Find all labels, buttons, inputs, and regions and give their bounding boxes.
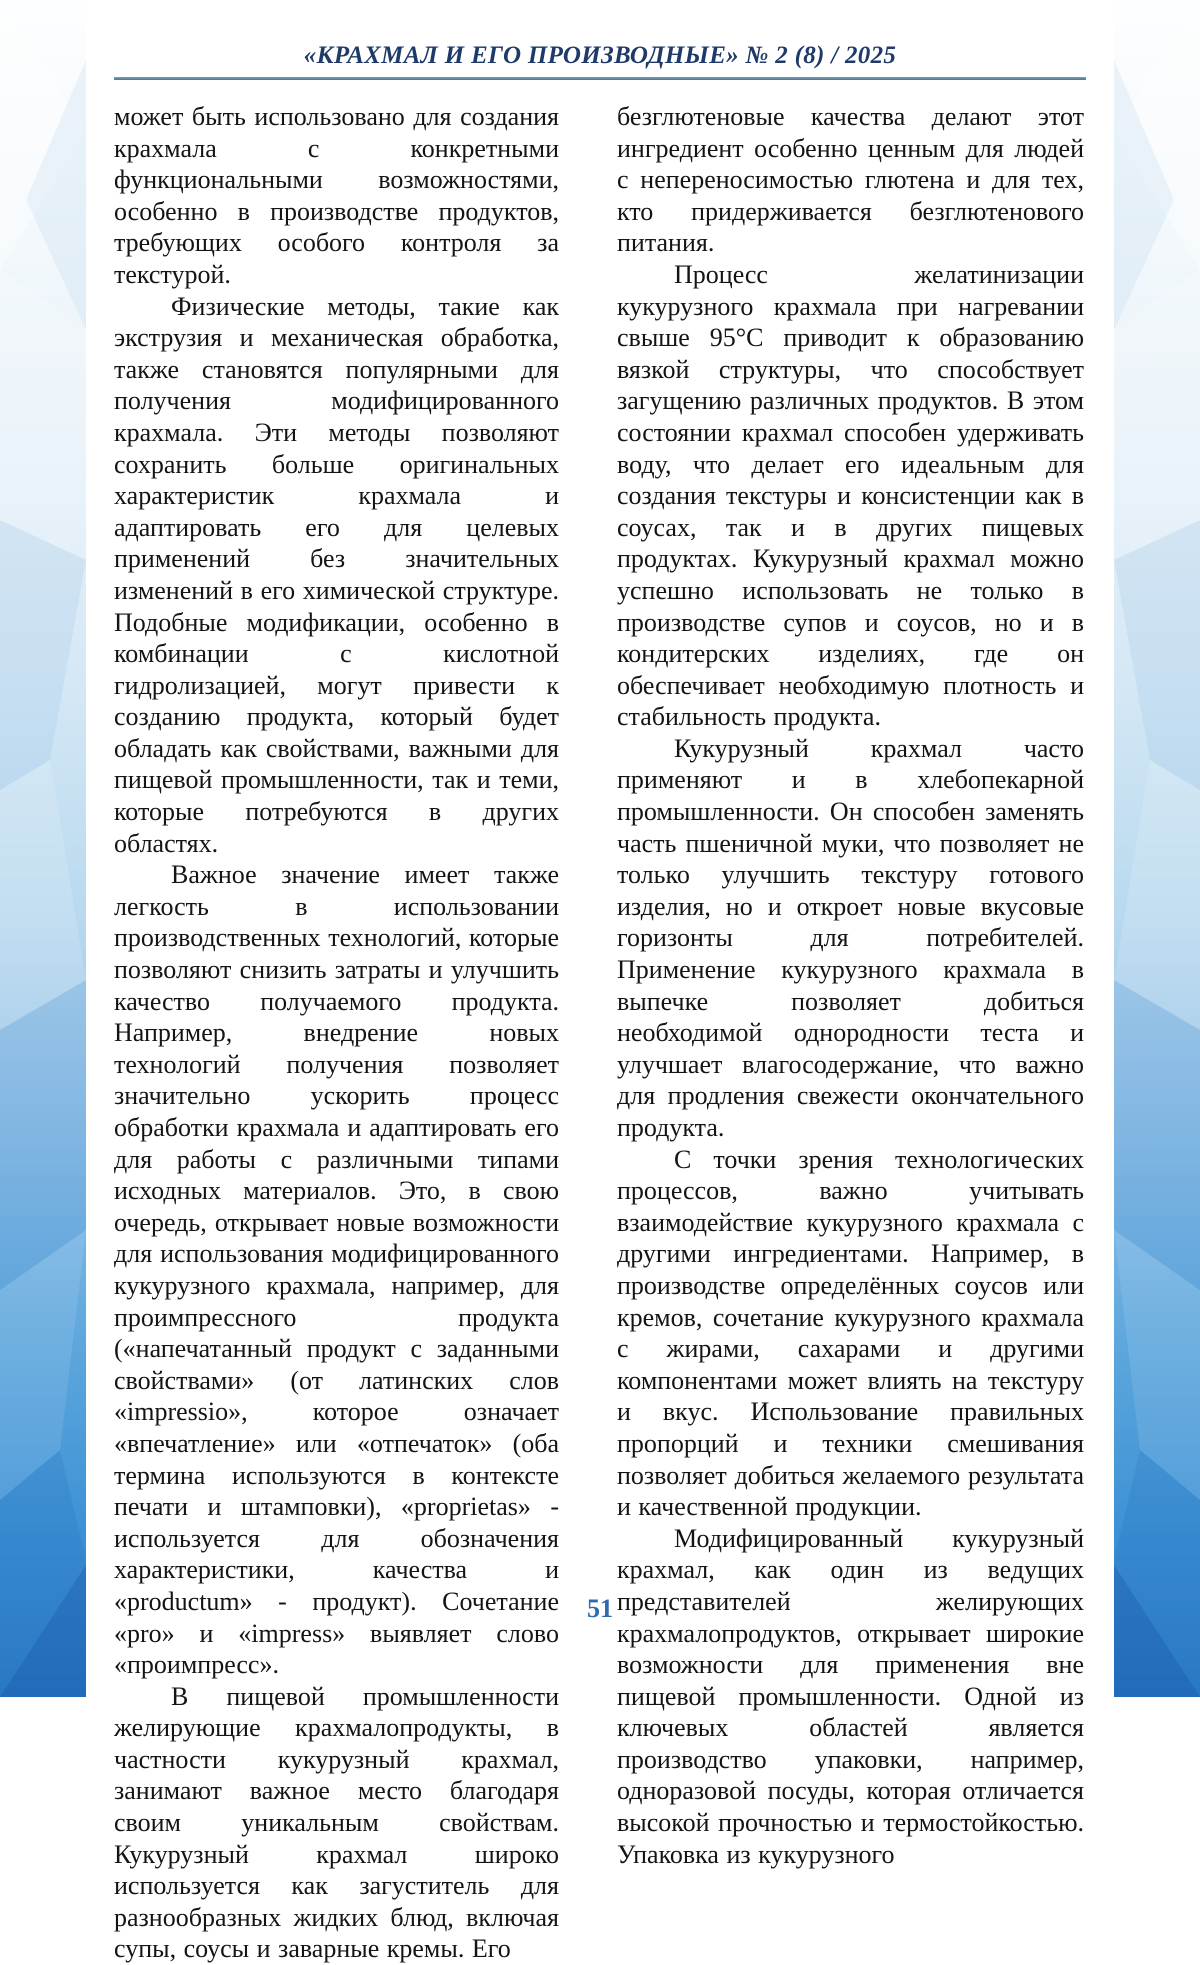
paragraph: С точки зрения технологических процессов, важно учитывать взаимодействие кукурузного крахмала с другими ингредиентами. Например, в производстве определённых соусов или кремов, сочетание кукурузного крахмала с жирами, сахарами и другими компонентами может влиять на текстуру и вкус. Использование правильных пропорций и техники смешивания позволяет добиться желаемого результата и качественной продукции.: [617, 1144, 1084, 1522]
paragraph: Модифицированный кукурузный крахмал, как один из ведущих представителей желирующих крахмалопродуктов, открывает широкие возможности для применения вне пищевой промышленности. Одной из ключевых областей является производство упаковки, например, одноразовой посуды, которая отличается высокой прочностью и термостойкостью. Упаковка из кукурузного: [617, 1523, 1084, 1869]
header-rule: [114, 77, 1086, 80]
paragraph: безглютеновые качества делают этот ингредиент особенно ценным для людей с непереносимостью глютена и для тех, кто придерживается безглютенового питания.: [617, 102, 1084, 258]
page-number: 51: [587, 1594, 613, 1623]
paragraph: может быть использовано для создания крахмала с конкретными функциональными возможностями, особенно в производстве продуктов, требующих особого контроля за текстурой.: [114, 102, 559, 289]
paragraph: Кукурузный крахмал часто применяют и в хлебопекарной промышленности. Он способен заменять часть пшеничной муки, что позволяет не только улучшить текстуру готового изделия, но и откроет новые вкусовые горизонты для потребителей. Применение кукурузного крахмала в выпечке позволяет добиться необходимой однородности теста и улучшает влагосодержание, что важно для продления свежести окончательного продукта.: [617, 733, 1084, 1142]
low-poly-facets: [1114, 0, 1200, 1697]
decor-band-left: [0, 0, 86, 1697]
two-column-text: [114, 101, 1086, 1965]
paragraph: В пищевой промышленности желирующие крахмалопродукты, в частности кукурузный крахмал, занимают важное место благодаря своим уникальным свойствам. Кукурузный крахмал широко используется как загуститель для разнообразных жидких блюд, включая супы, соусы и заварные кремы. Его: [114, 1681, 559, 1964]
paragraph: Физические методы, такие как экструзия и механическая обработка, также становятся популярными для получения модифицированного крахмала. Эти методы позволяют сохранить больше оригинальных характеристик крахмала и адаптировать его для целевых применений без значительных изменений в его химической структуре. Подобные модификации, особенно в комбинации с кислотной гидролизацией, могут привести к созданию продукта, который будет обладать как свойствами, важными для пищевой промышленности, так и теми, которые потребуются в других областях.: [114, 291, 559, 858]
page-content: [114, 0, 1086, 1965]
text-column-left: [114, 101, 559, 1965]
journal-header-title: «КРАХМАЛ И ЕГО ПРОИЗВОДНЫЕ» № 2 (8) / 2025: [303, 42, 897, 69]
paragraph: Процесс желатинизации кукурузного крахмала при нагревании свыше 95°C приводит к образованию вязкой структуры, что способствует загущению различных продуктов. В этом состоянии крахмал способен удерживать воду, что делает его идеальным для создания текстуры и консистенции как в соусах, так и в других пищевых продуктах. Кукурузный крахмал можно успешно использовать не только в производстве супов и соусов, но и в кондитерских изделиях, где он обеспечивает необходимую плотность и стабильность продукта.: [617, 259, 1084, 732]
low-poly-facets: [0, 0, 86, 1697]
decor-band-right: [1114, 0, 1200, 1697]
text-column-right: [617, 101, 1084, 1965]
paragraph: Важное значение имеет также легкость в использовании производственных технологий, которые позволяют снизить затраты и улучшить качество получаемого продукта. Например, внедрение новых технологий получения позволяет значительно ускорить процесс обработки крахмала и адаптировать его для работы с различными типами исходных материалов. Это, в свою очередь, открывает новые возможности для использования модифицированного кукурузного крахмала, например, для проимпрессного продукта («напечатанный продукт с заданными свойствами» (от латинских слов «impressio», которое означает «впечатление» или «отпечаток» (оба термина используются в контексте печати и штамповки), «proprietas» - используется для обозначения характеристики, качества и «productum» - продукт). Сочетание «pro» и «impress» выявляет слово «проимпресс».: [114, 860, 559, 1680]
